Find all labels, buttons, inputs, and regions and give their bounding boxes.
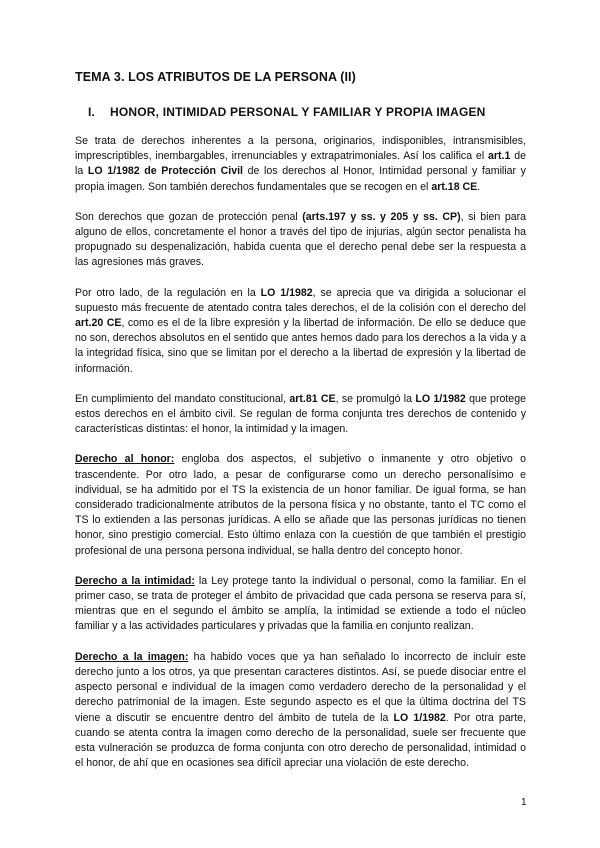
- paragraph-mandate: En cumplimiento del mandato constitucional, art.81 CE, se promulgó la LO 1/1982 que protege estos derechos en el ámbito civil. Se regulan de forma conjunta tres derechos de contenido y características distintas: el honor, la intimidad y la imagen.: [75, 392, 526, 436]
- document-title: TEMA 3. LOS ATRIBUTOS DE LA PERSONA (II): [75, 70, 356, 84]
- page-number: 1: [521, 797, 527, 808]
- term-imagen: Derecho a la imagen:: [75, 650, 189, 663]
- section-title: HONOR, INTIMIDAD PERSONAL Y FAMILIAR Y PROPIA IMAGEN: [110, 105, 486, 119]
- ref-cp: (arts.197 y ss. y 205 y ss. CP): [302, 210, 461, 223]
- term-intimidad: Derecho a la intimidad:: [75, 574, 195, 587]
- paragraph-intro: Se trata de derechos inherentes a la persona, originarios, indisponibles, intransmisibles, imprescriptibles, inembargables, irrenunciables y extrapatrimoniales. Así los califica el art.1 de la LO 1/1982 de Protección Civil de los derechos al Honor, Intimidad personal y familiar y propia imagen. Son también derechos fundamentales que se recogen en el art.18 CE.: [75, 135, 526, 193]
- paragraph-honor: Derecho al honor: engloba dos aspectos, el subjetivo o inmanente y otro objetivo o trascendente. Por otro lado, a pesar de configurarse como un derecho personalísimo e individual, se ha admitido por el TS la existencia de un honor familiar. De igual forma, se han considerado tradicionalmente atributos de la persona física y no obstante, tanto el TC como el TS lo extienden a las personas jurídicas. A ello se añade que las personas jurídicas no tienen honor, sino prestigio comercial. Esto último enlaza con la cuestión de que también el prestigio profesional de una persona persona individual, se halla dentro del concepto honor.: [75, 453, 526, 557]
- document-body: [75, 134, 526, 786]
- term-honor: Derecho al honor:: [75, 453, 175, 466]
- paragraph-imagen: Derecho a la imagen: ha habido voces que ya han señalado lo incorrecto de incluir este derecho junto a los otros, ya que presentan caracteres distintos. Así, se puede disociar entre el aspecto personal e individual de la imagen como verdadero derecho de la personalidad y el derecho patrimonial de la imagen. Este segundo aspecto es el que la última doctrina del TS viene a discutir se encuentre dentro del ámbito de tutela de la LO 1/1982. Por otra parte, cuando se atenta contra la imagen como derecho de la personalidad, suele ser frecuente que esta vulneración se produzca de forma conjunta con otro derecho de personalidad, intimidad o el honor, de ahí que en ocasiones sea difícil apreciar una violación de este derecho.: [75, 650, 526, 770]
- ref-art1: art.1: [488, 150, 511, 163]
- section-heading: [88, 105, 486, 119]
- ref-art18: art.18 CE: [431, 180, 478, 193]
- ref-art20: art.20 CE: [75, 317, 122, 330]
- paragraph-regulation: Por otro lado, de la regulación en la LO 1/1982, se aprecia que va dirigida a solucionar el supuesto más frecuente de atentado contra tales derechos, el de la colisión con el derecho del art.20 CE, como es el de la libre expresión y la libertad de información. De ello se deduce que no son, derechos absolutos en el sentido que antes hemos dado para los derechos a la vida y a la integridad física, sino que se limitan por el derecho a la libertad de expresión y la libertad de información.: [75, 286, 527, 375]
- paragraph-penal: Son derechos que gozan de protección penal (arts.197 y ss. y 205 y ss. CP), si bien para alguno de ellos, concretamente el honor a través del tipo de injurias, algún sector penalista ha propugnado su despenalización, habida cuenta que el derecho penal debe ser la respuesta a las agresiones más graves.: [75, 210, 527, 269]
- ref-art81: art.81 CE: [289, 392, 336, 405]
- section-number: I.: [88, 105, 96, 119]
- paragraph-intimidad: Derecho a la intimidad: la Ley protege tanto la individual o personal, como la familiar. En el primer caso, se trata de proteger el ámbito de privacidad que cada persona se reserva para sí, mientras que en el segundo el ámbito se amplía, la intimidad se extiende a todo el núcleo familiar y a las actividades particulares y privadas que la familia en conjunto realizan.: [75, 574, 526, 633]
- ref-lo-1982: LO 1/1982: [260, 286, 313, 299]
- ref-lo-1982: LO 1/1982: [415, 392, 466, 405]
- ref-lo-1982: LO 1/1982: [393, 711, 446, 724]
- ref-lo-1982: LO 1/1982 de Protección Civil: [87, 165, 243, 178]
